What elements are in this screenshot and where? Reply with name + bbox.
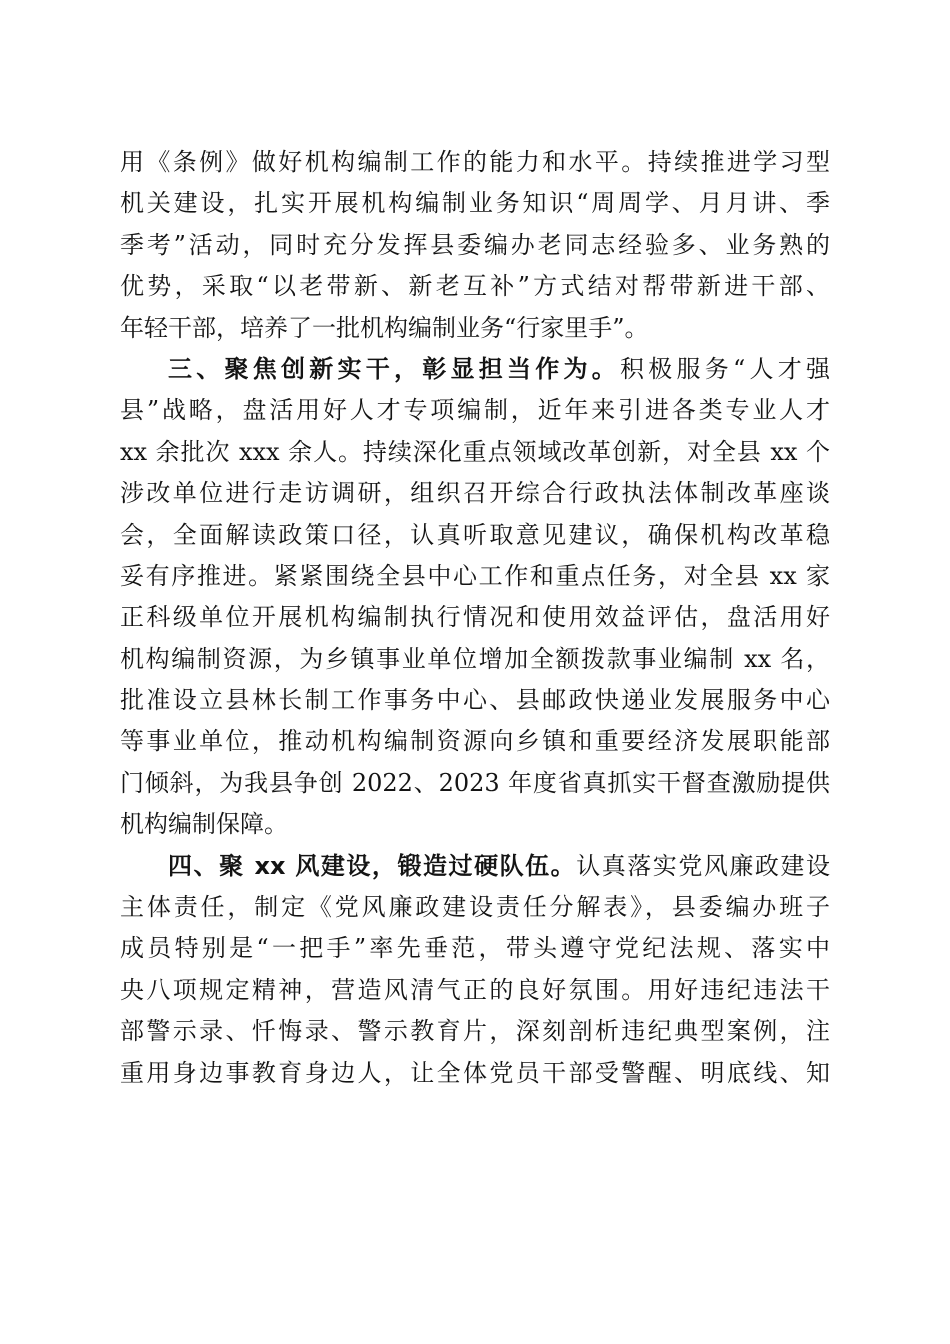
paragraph-line: 会，全面解读政策口径，认真听取意见建议，确保机构改革稳 xyxy=(120,520,830,549)
paragraph-line: 机构编制保障。 xyxy=(120,810,288,839)
paragraph-line: 等事业单位，推动机构编制资源向乡镇和重要经济发展职能部 xyxy=(120,727,830,756)
paragraph-line: 机关建设，扎实开展机构编制业务知识“周周学、月月讲、季 xyxy=(120,189,830,218)
paragraph-first-line xyxy=(120,846,830,887)
paragraph-line: 批准设立县林长制工作事务中心、县邮政快递业发展服务中心 xyxy=(120,686,830,715)
section-heading: 四、聚 xx 风建设，锻造过硬队伍。 xyxy=(168,851,577,880)
paragraph-line: 季考”活动，同时充分发挥县委编办老同志经验多、业务熟的 xyxy=(120,230,830,259)
body-text xyxy=(120,142,830,1094)
paragraph-line: 成员特别是“一把手”率先垂范，带头遵守党纪法规、落实中 xyxy=(120,934,830,963)
section-heading: 三、聚焦创新实干，彰显担当作为。 xyxy=(168,354,620,383)
paragraph-line: 优势，采取“以老带新、新老互补”方式结对帮带新进干部、 xyxy=(120,272,830,301)
paragraph-line: 年轻干部，培养了一批机构编制业务“行家里手”。 xyxy=(120,313,649,342)
paragraph-line: 主体责任，制定《党风廉政建设责任分解表》，县委编办班子 xyxy=(120,893,830,922)
paragraph-text: 积极服务“人才强 xyxy=(619,354,830,383)
paragraph-text: 认真落实党风廉政建设 xyxy=(576,851,830,880)
paragraph-line: 妥有序推进。紧紧围绕全县中心工作和重点任务，对全县 xx 家 xyxy=(120,561,830,590)
paragraph-line: 部警示录、忏悔录、警示教育片，深刻剖析违纪典型案例，注 xyxy=(120,1017,830,1046)
paragraph-line: 央八项规定精神，营造风清气正的良好氛围。用好违纪违法干 xyxy=(120,975,830,1004)
paragraph-line: xx 余批次 xxx 余人。持续深化重点领域改革创新，对全县 xx 个 xyxy=(120,437,830,466)
paragraph-first-line xyxy=(120,349,830,390)
paragraph-line: 重用身边事教育身边人，让全体党员干部受警醒、明底线、知 xyxy=(120,1058,830,1087)
paragraph-line: 用《条例》做好机构编制工作的能力和水平。持续推进学习型 xyxy=(120,148,830,176)
paragraph-line: 机构编制资源，为乡镇事业单位增加全额拨款事业编制 xx 名， xyxy=(120,644,830,673)
paragraph-line: 县”战略，盘活用好人才专项编制，近年来引进各类专业人才 xyxy=(120,396,830,425)
paragraph-line: 门倾斜，为我县争创 2022、2023 年度省真抓实干督查激励提供 xyxy=(120,768,830,797)
paragraph-line: 正科级单位开展机构编制执行情况和使用效益评估，盘活用好 xyxy=(120,603,830,632)
paragraph-line: 涉改单位进行走访调研，组织召开综合行政执法体制改革座谈 xyxy=(120,479,830,508)
